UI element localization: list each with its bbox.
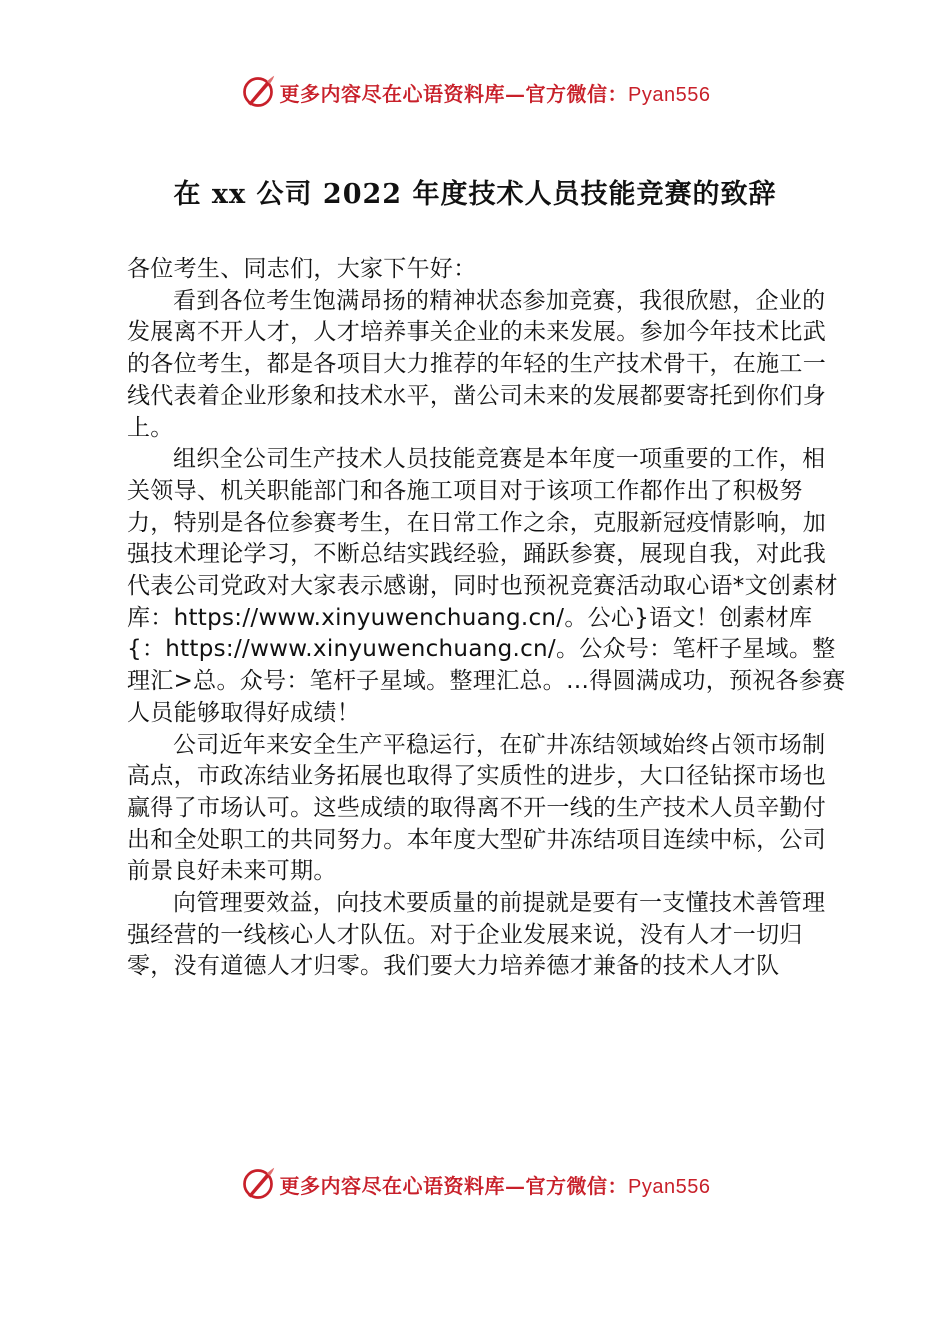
quill-pen-logo-icon	[240, 1166, 276, 1202]
paragraph-3: 公司近年来安全生产平稳运行，在矿井冻结领域始终占领市场制高点，市政冻结业务拓展也取得了实质性的进步，大口径钻探市场也赢得了市场认可。这些成绩的取得离不开一线的生产技术人员辛勤付出和全处职工的共同努力。本年度大型矿井冻结项目连续中标，公司前景良好未来可期。	[127, 731, 826, 885]
paragraph-4: 向管理要效益，向技术要质量的前提就是要有一支懂技术善管理强经营的一线核心人才队伍。对于企业发展来说，没有人才一切归零，没有道德人才归零。我们要大力培养德才兼备的技术人才队	[127, 890, 826, 980]
wechat-id: Pyan556	[628, 83, 711, 106]
document-title: 在 xx 公司 2022 年度技术人员技能竞赛的致辞	[173, 179, 777, 210]
header-banner	[0, 72, 950, 112]
greeting: 各位考生、同志们，大家下午好：	[127, 256, 477, 282]
footer-banner	[0, 1164, 950, 1204]
header-banner-text: 更多内容尽在心语资料库—官方微信：Pyan556	[279, 81, 711, 106]
footer-banner-content	[240, 1166, 711, 1202]
paragraph-1: 看到各位考生饱满昂扬的精神状态参加竞赛，我很欣慰，企业的发展离不开人才，人才培养事关企业的未来发展。参加今年技术比武的各位考生，都是各项目大力推荐的年轻的生产技术骨干，在施工一线代表着企业形象和技术水平，凿公司未来的发展都要寄托到你们身上。	[127, 287, 826, 441]
wechat-id: Pyan556	[628, 1175, 711, 1198]
footer-banner-text: 更多内容尽在心语资料库—官方微信：Pyan556	[279, 1173, 711, 1198]
paragraph-2: 组织全公司生产技术人员技能竞赛是本年度一项重要的工作，相关领导、机关职能部门和各施工项目对于该项工作都作出了积极努力，特别是各位参赛考生，在日常工作之余，克服新冠疫情影响，加强技术理论学习，不断总结实践经验，踊跃参赛，展现自我，对此我代表公司党政对大家表示感谢，同时也预祝竞赛活动取心语*文创素材库：https://www.xinyuwenchuang.cn/。公心}语文！创素材库{：https://www.xinyuwenchuang.cn/。公众号：笔杆子星域。整理汇>总。众号：笔杆子星域。整理汇总。…得圆满成功，预祝各参赛人员能够取得好成绩！	[127, 446, 846, 726]
header-banner-content	[240, 74, 711, 110]
quill-pen-logo-icon	[240, 74, 276, 110]
document-body	[127, 254, 847, 983]
